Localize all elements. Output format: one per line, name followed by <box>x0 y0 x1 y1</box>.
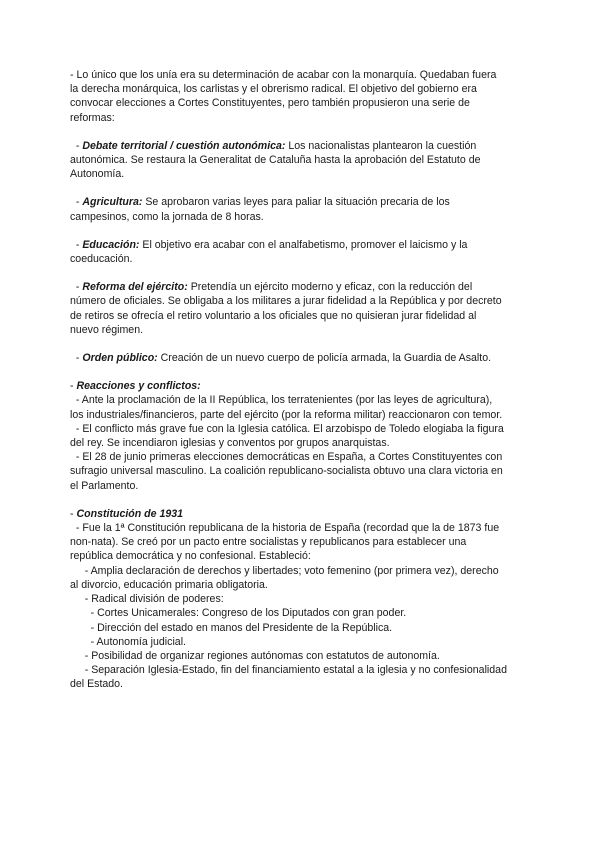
constitution-line: - Separación Iglesia-Estado, fin del financiamiento estatal a la iglesia y no confesionalidad <box>70 664 507 677</box>
reform-agriculture: - Agricultura: Se aprobaron varias leyes para paliar la situación precaria de los campesinos, como la jornada de 8 horas. <box>70 195 532 223</box>
section-heading: Reacciones y conflictos: <box>76 380 201 393</box>
reform-text: Creación de un nuevo cuerpo de policía armada, la Guardia de Asalto. <box>157 352 492 365</box>
intro-line: reformas: <box>70 111 115 124</box>
reactions-line: los industriales/financieros, parte del ejército (por la reforma militar) reaccionaron con temor. <box>70 408 503 421</box>
constitution-line: - Radical división de poderes: <box>70 593 224 606</box>
reform-text: El objetivo era acabar con el analfabetismo, promover el laicismo y la <box>139 238 468 251</box>
reform-title: Debate territorial / cuestión autonómica: <box>82 139 286 152</box>
reform-public-order: - Orden público: Creación de un nuevo cuerpo de policía armada, la Guardia de Asalto. <box>70 352 492 365</box>
constitution-line: - Autonomía judicial. <box>70 635 186 648</box>
reform-title: Orden público: <box>82 352 158 365</box>
constitution-line: - Posibilidad de organizar regiones autónomas con estatutos de autonomía. <box>70 649 440 662</box>
constitution-line: república democrática y no confesional. Estableció: <box>70 550 311 563</box>
reactions-line: el Parlamento. <box>70 479 139 492</box>
reactions-line: - El conflicto más grave fue con la Iglesia católica. El arzobispo de Toledo elogiaba la figura <box>70 422 504 435</box>
constitution-line: al divorcio, educación primaria obligatoria. <box>70 578 268 591</box>
reform-text: autonómica. Se restaura la Generalitat de Cataluña hasta la aprobación del Estatuto de <box>70 154 481 167</box>
constitution-line: del Estado. <box>70 678 124 691</box>
reactions-line: - El 28 de junio primeras elecciones democráticas en España, a Cortes Constituyentes con <box>70 451 503 464</box>
reform-education: - Educación: El objetivo era acabar con el analfabetismo, promover el laicismo y la coeducación. <box>70 238 532 266</box>
reform-text: de retiros se ofrecía el retiro voluntario a los oficiales que no quisieran jurar fidelidad al <box>70 309 477 322</box>
reform-title: Reforma del ejército: <box>82 281 188 294</box>
reform-territorial: - Debate territorial / cuestión autonómica: Los nacionalistas plantearon la cuestión autonómica. Se restaura la Generalitat de Cataluña hasta la aprobación del Estatuto de Autonomía. <box>70 139 532 182</box>
constitution-line: non-nata). Se creó por un pacto entre socialistas y republicanos para establecer una <box>70 536 467 549</box>
reform-text: nuevo régimen. <box>70 323 144 336</box>
intro-paragraph <box>70 68 532 125</box>
reactions-line: del rey. Se incendiaron iglesias y conventos por grupos anarquistas. <box>70 437 390 450</box>
reform-army: - Reforma del ejército: Pretendía un ejército moderno y eficaz, con la reducción del número de oficiales. Se obligaba a los militares a jurar fidelidad a la República y por decreto de retiros se ofrecía el retiro voluntario a los oficiales que no quisieran jurar fidelidad al nuevo régimen. <box>70 280 532 337</box>
reform-text: coeducación. <box>70 253 133 266</box>
reform-text: Se aprobaron varias leyes para paliar la situación precaria de los <box>142 196 450 209</box>
constitution-line: - Amplia declaración de derechos y libertades; voto femenino (por primera vez), derecho <box>70 564 499 577</box>
intro-line: - Lo único que los unía era su determinación de acabar con la monarquía. Quedaban fuera <box>70 69 497 81</box>
reform-title: Agricultura: <box>82 196 143 209</box>
reform-text: Autonomía. <box>70 168 125 181</box>
reform-title: Educación: <box>82 238 140 251</box>
document-page <box>70 68 532 706</box>
constitution-line: - Cortes Unicamerales: Congreso de los Diputados con gran poder. <box>70 607 407 620</box>
reform-text: Pretendía un ejército moderno y eficaz, con la reducción del <box>187 281 473 294</box>
section-heading: Constitución de 1931 <box>76 507 184 520</box>
reform-text: número de oficiales. Se obligaba a los militares a jurar fidelidad a la República y por decreto <box>70 295 502 308</box>
reactions-line: - Ante la proclamación de la II República, los terratenientes (por las leyes de agricultura), <box>70 394 493 407</box>
reform-text: campesinos, como la jornada de 8 horas. <box>70 210 264 223</box>
reform-text: Los nacionalistas plantearon la cuestión <box>285 139 477 152</box>
reactions-line: sufragio universal masculino. La coalición republicano-socialista obtuvo una clara victoria en <box>70 465 503 478</box>
intro-line: la derecha monárquica, los carlistas y el obrerismo radical. El objetivo del gobierno era <box>70 83 477 96</box>
reactions-section: - Reacciones y conflictos: - Ante la proclamación de la II República, los terratenientes (por las leyes de agricultura), los industriales/financieros, parte del ejército (por la reforma militar) reaccionaron con temor. - El conflicto más grave fue con la Iglesia católica. El arzobispo de Toledo elogiaba la figura del rey. Se incendiaron iglesias y conventos por grupos anarquistas. - El 28 de junio primeras elecciones democráticas en España, a Cortes Constituyentes con sufragio universal masculino. La coalición republicano-socialista obtuvo una clara victoria en el Parlamento. <box>70 379 532 493</box>
constitution-line: - Dirección del estado en manos del Presidente de la República. <box>70 621 393 634</box>
intro-line: convocar elecciones a Cortes Constituyentes, pero también propusieron una serie de <box>70 97 470 110</box>
constitution-section: - Constitución de 1931 - Fue la 1ª Constitución republicana de la historia de España (recordad que la de 1873 fue non-nata). Se creó por un pacto entre socialistas y republicanos para establecer una república democrática y no confesional. Estableció: - Amplia declaración de derechos y libertades; voto femenino (por primera vez), derecho al divorcio, educación primaria obligatoria. - Radical división de poderes: - Cortes Unicamerales: Congreso de los Diputados con gran poder. - Dirección del estado en manos del Presidente de la República. - Autonomía judicial. - Posibilidad de organizar regiones autónomas con estatutos de autonomía. - Separación Iglesia-Estado, fin del financiamiento estatal a la iglesia y no confesionalidad del Estado. <box>70 507 532 692</box>
constitution-line: - Fue la 1ª Constitución republicana de la historia de España (recordad que la de 1873 fue <box>70 522 500 535</box>
